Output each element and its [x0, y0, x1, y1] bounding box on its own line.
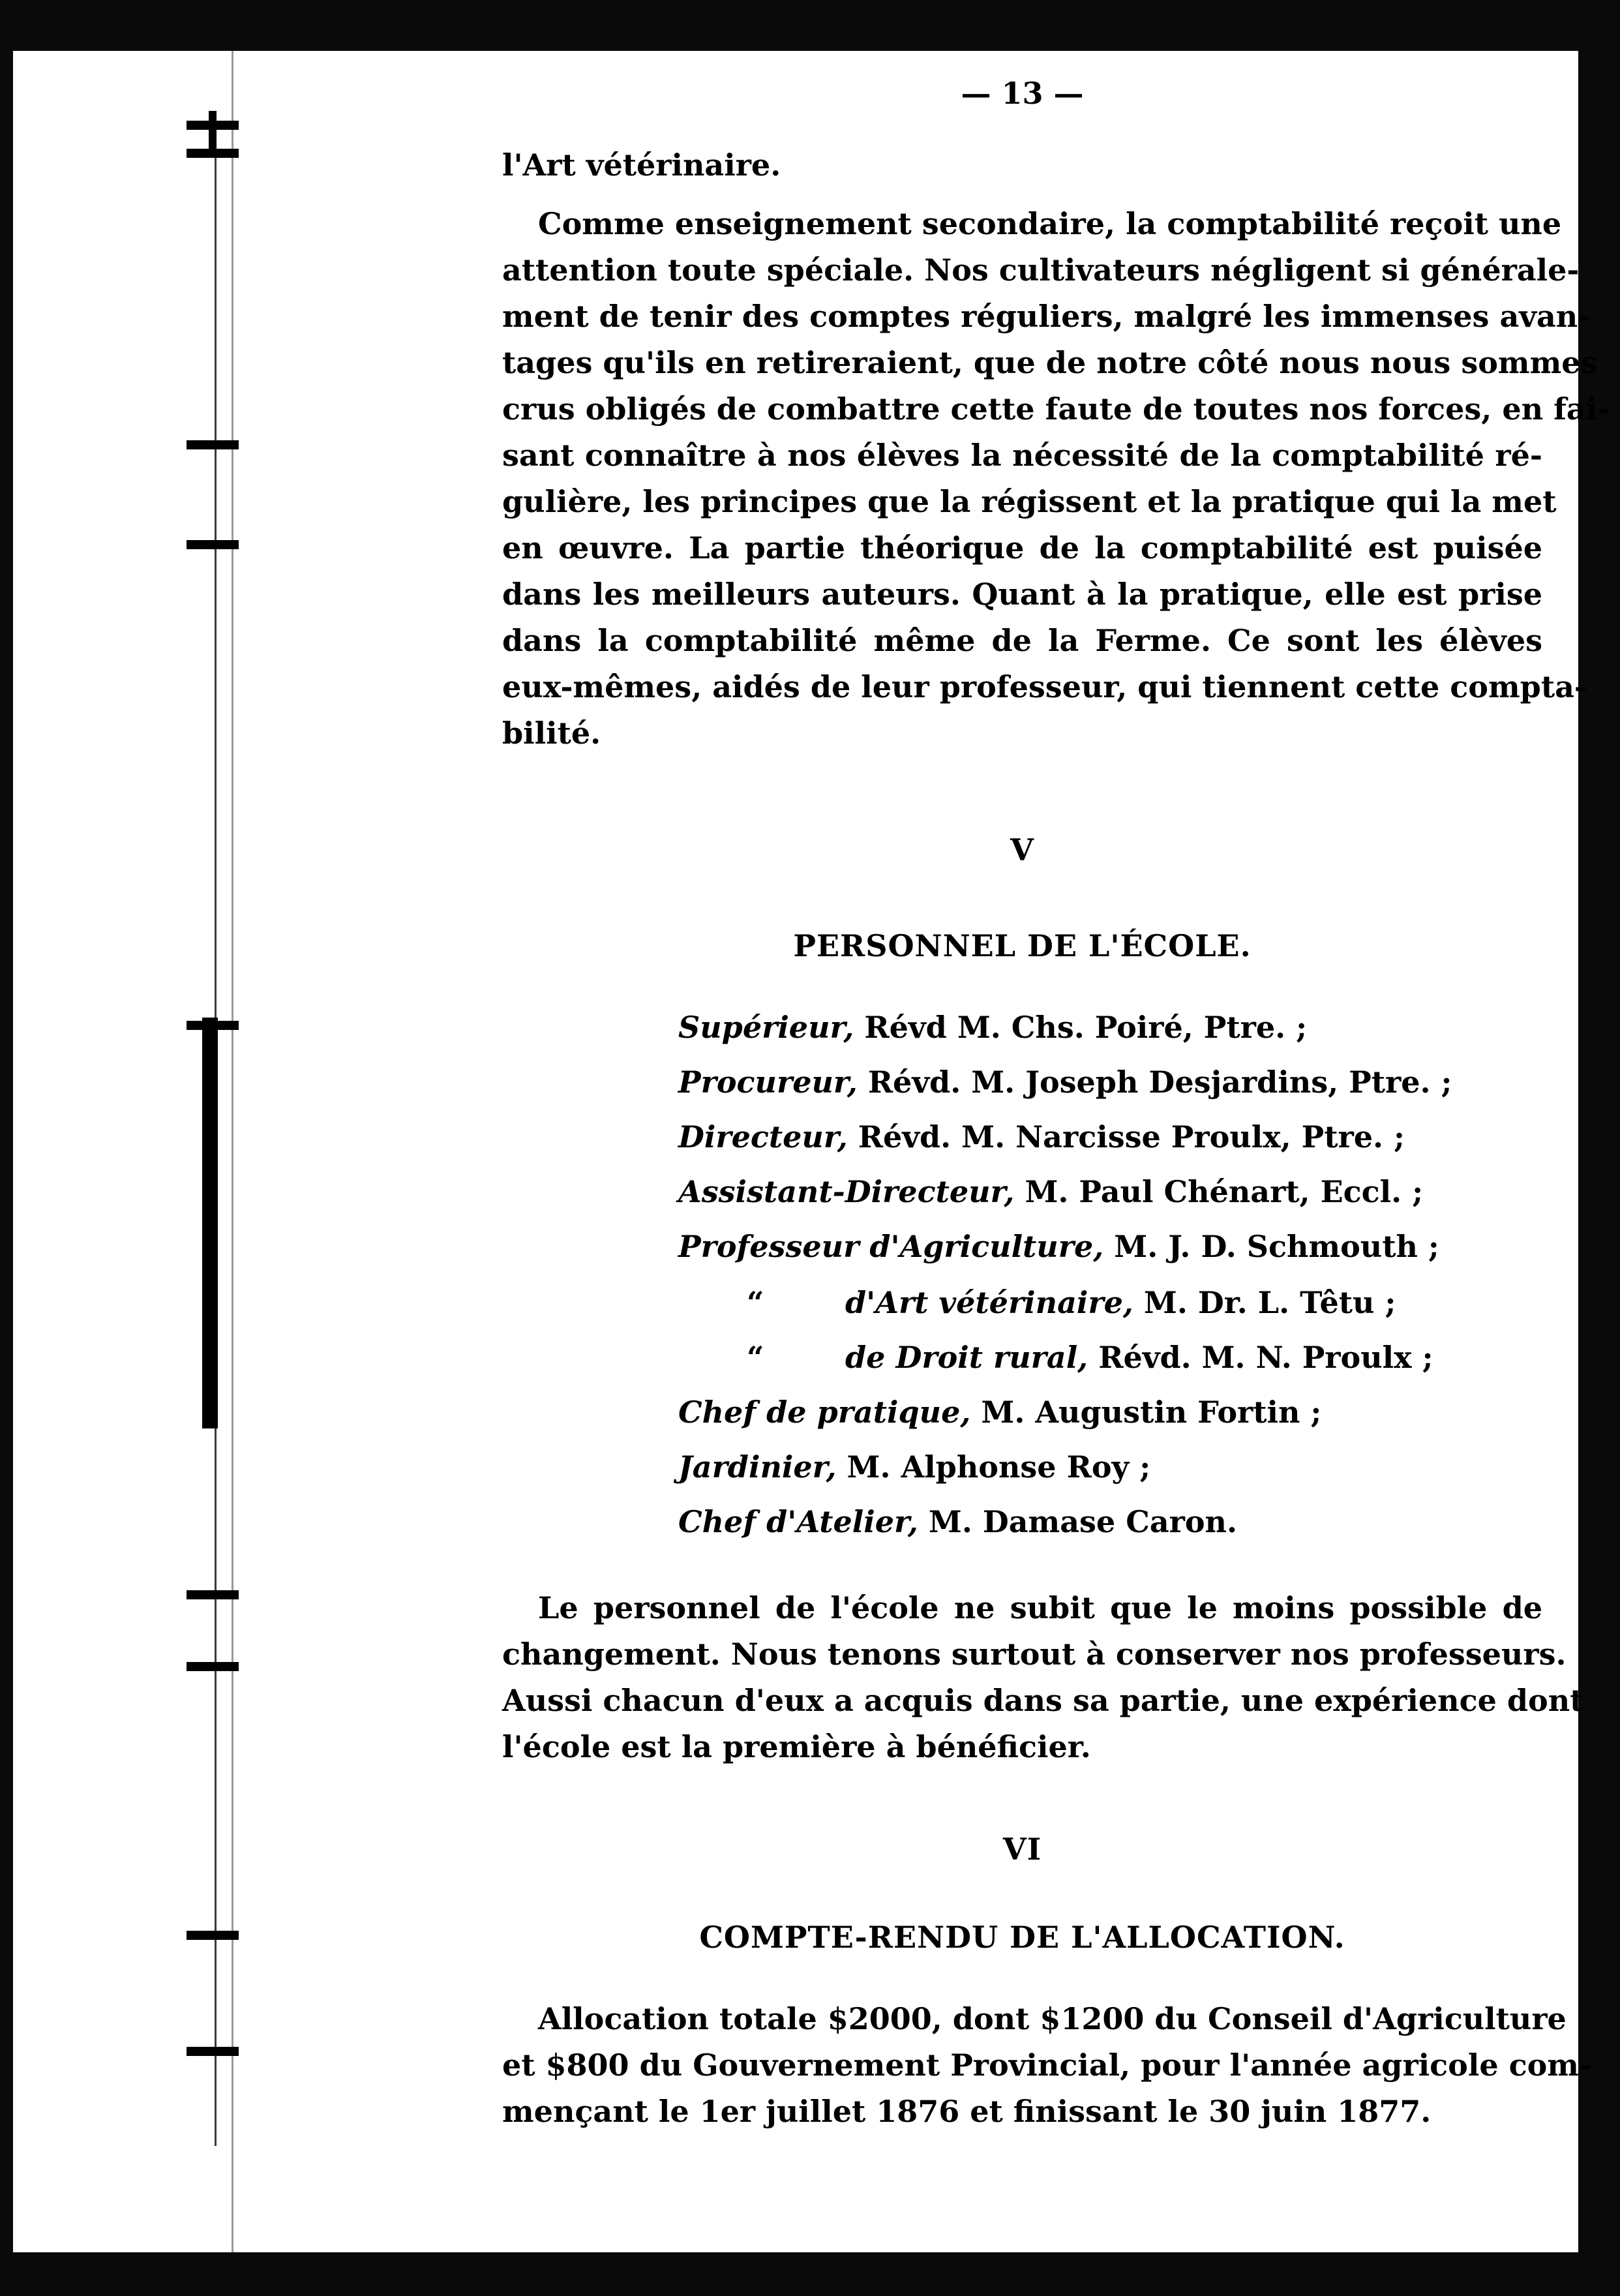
- para-line: attention toute spéciale. Nos cultivateurs négligent si générale-: [502, 252, 1580, 288]
- binding-stitch: [187, 1021, 239, 1030]
- ditto-mark: “: [747, 1340, 764, 1375]
- para-line: et $800 du Gouvernement Provincial, pour l'année agricole com-: [502, 2047, 1592, 2083]
- staff-name: M. Alphonse Roy ;: [836, 1449, 1151, 1485]
- para-line: gulière, les principes que la régissent et la pratique qui la met: [502, 484, 1557, 519]
- staff-role: Chef d'Atelier,: [678, 1504, 918, 1539]
- staff-entry: [678, 1499, 1237, 1545]
- staff-name: Révd. M. N. Proulx ;: [1088, 1340, 1433, 1375]
- staff-entry: [678, 1224, 1439, 1270]
- staff-entry: [678, 1114, 1405, 1160]
- staff-role: Professeur d'Agriculture,: [678, 1229, 1104, 1264]
- para-line: changement. Nous tenons surtout à conserver nos professeurs.: [502, 1637, 1567, 1672]
- para-line: Le personnel de l'école ne subit que le moins possible de: [538, 1590, 1542, 1625]
- para-line: Comme enseignement secondaire, la comptabilité reçoit une: [538, 206, 1562, 241]
- binding-stitch: [187, 440, 239, 449]
- staff-entry: [678, 1389, 1321, 1436]
- staff-role: d'Art vétérinaire,: [845, 1285, 1133, 1320]
- staff-role: Chef de pratique,: [678, 1395, 971, 1430]
- staff-entry: [678, 1169, 1423, 1215]
- binding-stitch: [187, 2047, 239, 2056]
- binding-stitch: [187, 540, 239, 549]
- ditto-mark: “: [747, 1285, 764, 1320]
- staff-role: Jardinier,: [678, 1449, 837, 1485]
- para-line: ment de tenir des comptes réguliers, malgré les immenses avan-: [502, 299, 1591, 334]
- section-numeral: VI: [1002, 1832, 1042, 1867]
- staff-name: M. Paul Chénart, Eccl. ;: [1014, 1174, 1424, 1209]
- para-line: Aussi chacun d'eux a acquis dans sa partie, une expérience dont: [502, 1683, 1584, 1718]
- staff-name: Révd M. Chs. Poiré, Ptre. ;: [854, 1010, 1308, 1045]
- staff-name: M. Augustin Fortin ;: [970, 1395, 1322, 1430]
- staff-entry: [678, 1004, 1307, 1051]
- staff-role: Procureur,: [678, 1065, 858, 1100]
- staff-entry: [678, 1444, 1150, 1490]
- staff-name: M. Dr. L. Têtu ;: [1133, 1285, 1396, 1320]
- staff-role: de Droit rural,: [845, 1340, 1088, 1375]
- para-line: crus obligés de combattre cette faute de toutes nos forces, en fai-: [502, 391, 1610, 427]
- para-line: dans les meilleurs auteurs. Quant à la pratique, elle est prise: [502, 577, 1542, 612]
- staff-role: Supérieur,: [678, 1010, 854, 1045]
- staff-role: Directeur,: [678, 1119, 848, 1155]
- para-line: mençant le 1er juillet 1876 et finissant le 30 juin 1877.: [502, 2094, 1432, 2129]
- para-line: tages qu'ils en retireraient, que de notre côté nous nous sommes: [502, 345, 1598, 380]
- section-numeral: V: [1010, 832, 1034, 868]
- para-line: dans la comptabilité même de la Ferme. Ce sont les élèves: [502, 623, 1542, 658]
- binding-stitch: [187, 1931, 239, 1940]
- staff-entry: [845, 1280, 1396, 1326]
- para-line: l'école est la première à bénéficier.: [502, 1729, 1091, 1764]
- gutter-edge: [232, 51, 233, 2252]
- staff-role: Assistant-Directeur,: [678, 1174, 1015, 1209]
- staff-name: M. Damase Caron.: [918, 1504, 1237, 1539]
- para-line: eux-mêmes, aidés de leur professeur, qui tiennent cette compta-: [502, 669, 1587, 704]
- staff-name: Révd. M. Joseph Desjardins, Ptre. ;: [857, 1065, 1452, 1100]
- section-title: PERSONNEL DE L'ÉCOLE.: [793, 928, 1252, 963]
- page-number: — 13 —: [961, 76, 1084, 111]
- section-title: COMPTE-RENDU DE L'ALLOCATION.: [699, 1920, 1345, 1955]
- staff-name: Révd. M. Narcisse Proulx, Ptre. ;: [847, 1119, 1405, 1155]
- intro-line: l'Art vétérinaire.: [502, 147, 781, 183]
- staff-entry: [678, 1059, 1452, 1106]
- para-line: bilité.: [502, 716, 601, 751]
- binding-stitch: [187, 1662, 239, 1671]
- para-line: en œuvre. La partie théorique de la comptabilité est puisée: [502, 530, 1542, 566]
- staff-entry: [845, 1335, 1433, 1381]
- para-line: Allocation totale $2000, dont $1200 du Conseil d'Agriculture: [538, 2001, 1567, 2036]
- binding-stitch: [209, 111, 217, 157]
- staff-name: M. J. D. Schmouth ;: [1103, 1229, 1439, 1264]
- para-line: sant connaître à nos élèves la nécessité de la comptabilité ré-: [502, 438, 1542, 473]
- binding-stitch: [187, 1590, 239, 1599]
- binding-strip: [202, 1018, 218, 1428]
